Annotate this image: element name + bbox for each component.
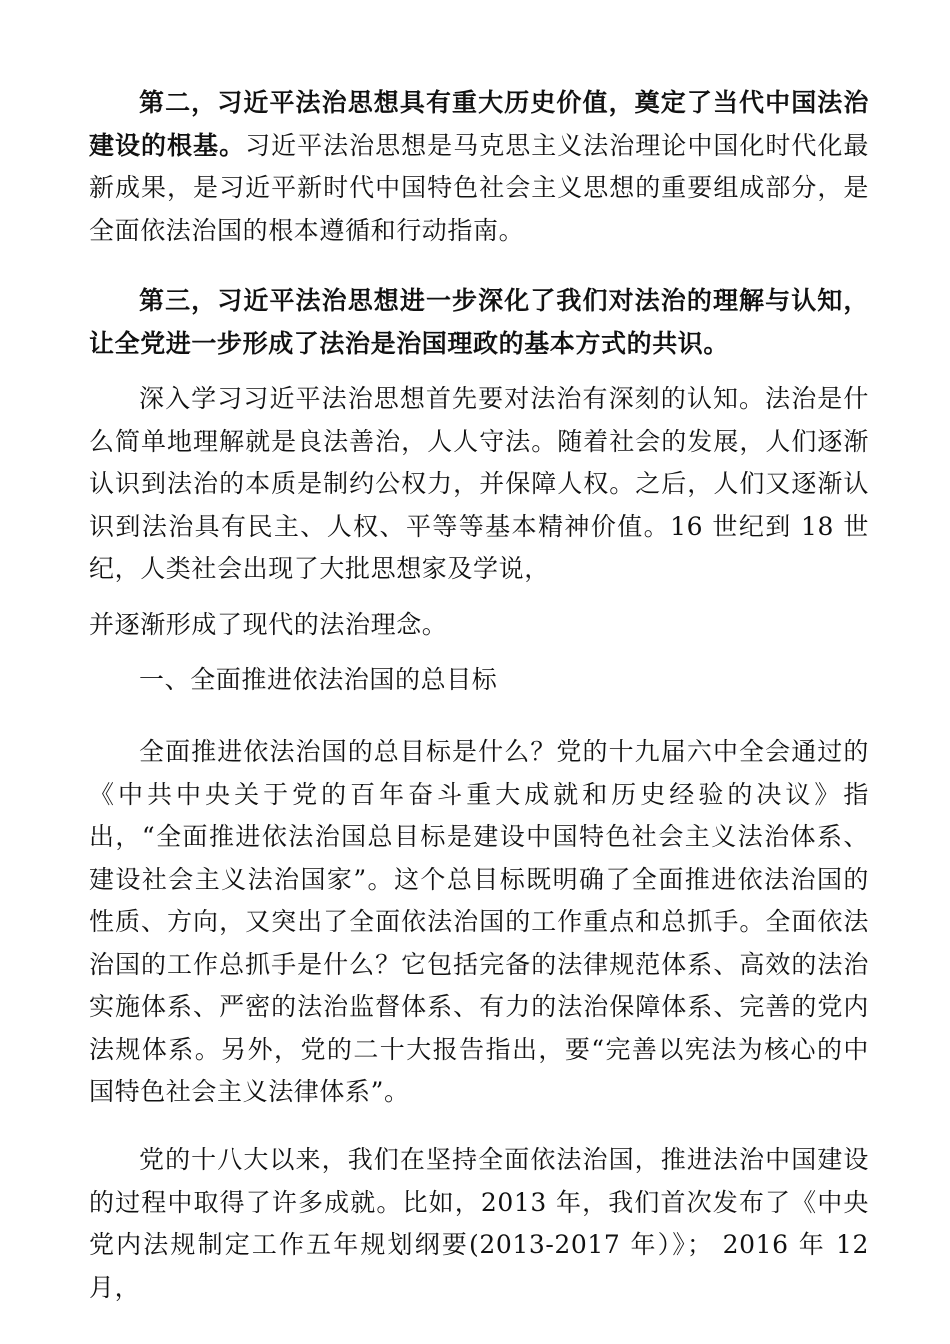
second-point-body: 习近平法治思想是马克思主义法治理论中国化时代化最新成果，是习近平新时代中国特色社会主义思想的重要组成部分，是全面依法治国的根本遵循和行动指南。 xyxy=(89,130,870,245)
paragraph-achievements: 党的十八大以来，我们在坚持全面依法治国，推进法治中国建设的过程中取得了许多成就。比如，2013 年，我们首次发布了《中央党内法规制定工作五年规划纲要(2013-2017 年）》； 2016 年 12 月， xyxy=(89,1145,869,1302)
paragraph-continuation: 并逐渐形成了现代的法治理念。 xyxy=(89,610,448,639)
paragraph-overall-goal: 全面推进依法治国的总目标是什么？党的十九届六中全会通过的《中共中央关于党的百年奋斗重大成就和历史经验的决议》指出，“全面推进依法治国总目标是建设中国特色社会主义法治体系、建设社会主义法治国家”。这个总目标既明确了全面推进依法治国的性质、方向，又突出了全面依法治国的工作重点和总抓手。全面依法治国的工作总抓手是什么？它包括完备的法律规范体系、高效的法治实施体系、严密的法治监督体系、有力的法治保障体系、完善的党内法规体系。另外，党的二十大报告指出，要“完善以宪法为核心的中国特色社会主义法律体系”。 xyxy=(89,737,869,1106)
section-heading-overall-goal: 一、全面推进依法治国的总目标 xyxy=(139,665,498,694)
paragraph-second-point xyxy=(89,82,869,252)
second-point-heading: 第二，习近平法治思想具有重大历史价值，奠定了当代中国法治建设的根基。 xyxy=(89,88,869,160)
paragraph-rule-of-law-understanding: 深入学习习近平法治思想首先要对法治有深刻的认知。法治是什么简单地理解就是良法善治，人人守法。随着社会的发展，人们逐渐认识到法治的本质是制约公权力，并保障人权。之后，人们又逐渐认识到法治具有民主、人权、平等等基本精神价值。16 世纪到 18 世纪，人类社会出现了大批思想家及学说， xyxy=(89,384,869,583)
paragraph-third-point: 第三，习近平法治思想进一步深化了我们对法治的理解与认知，让全党进一步形成了法治是治国理政的基本方式的共识。 xyxy=(89,286,869,358)
